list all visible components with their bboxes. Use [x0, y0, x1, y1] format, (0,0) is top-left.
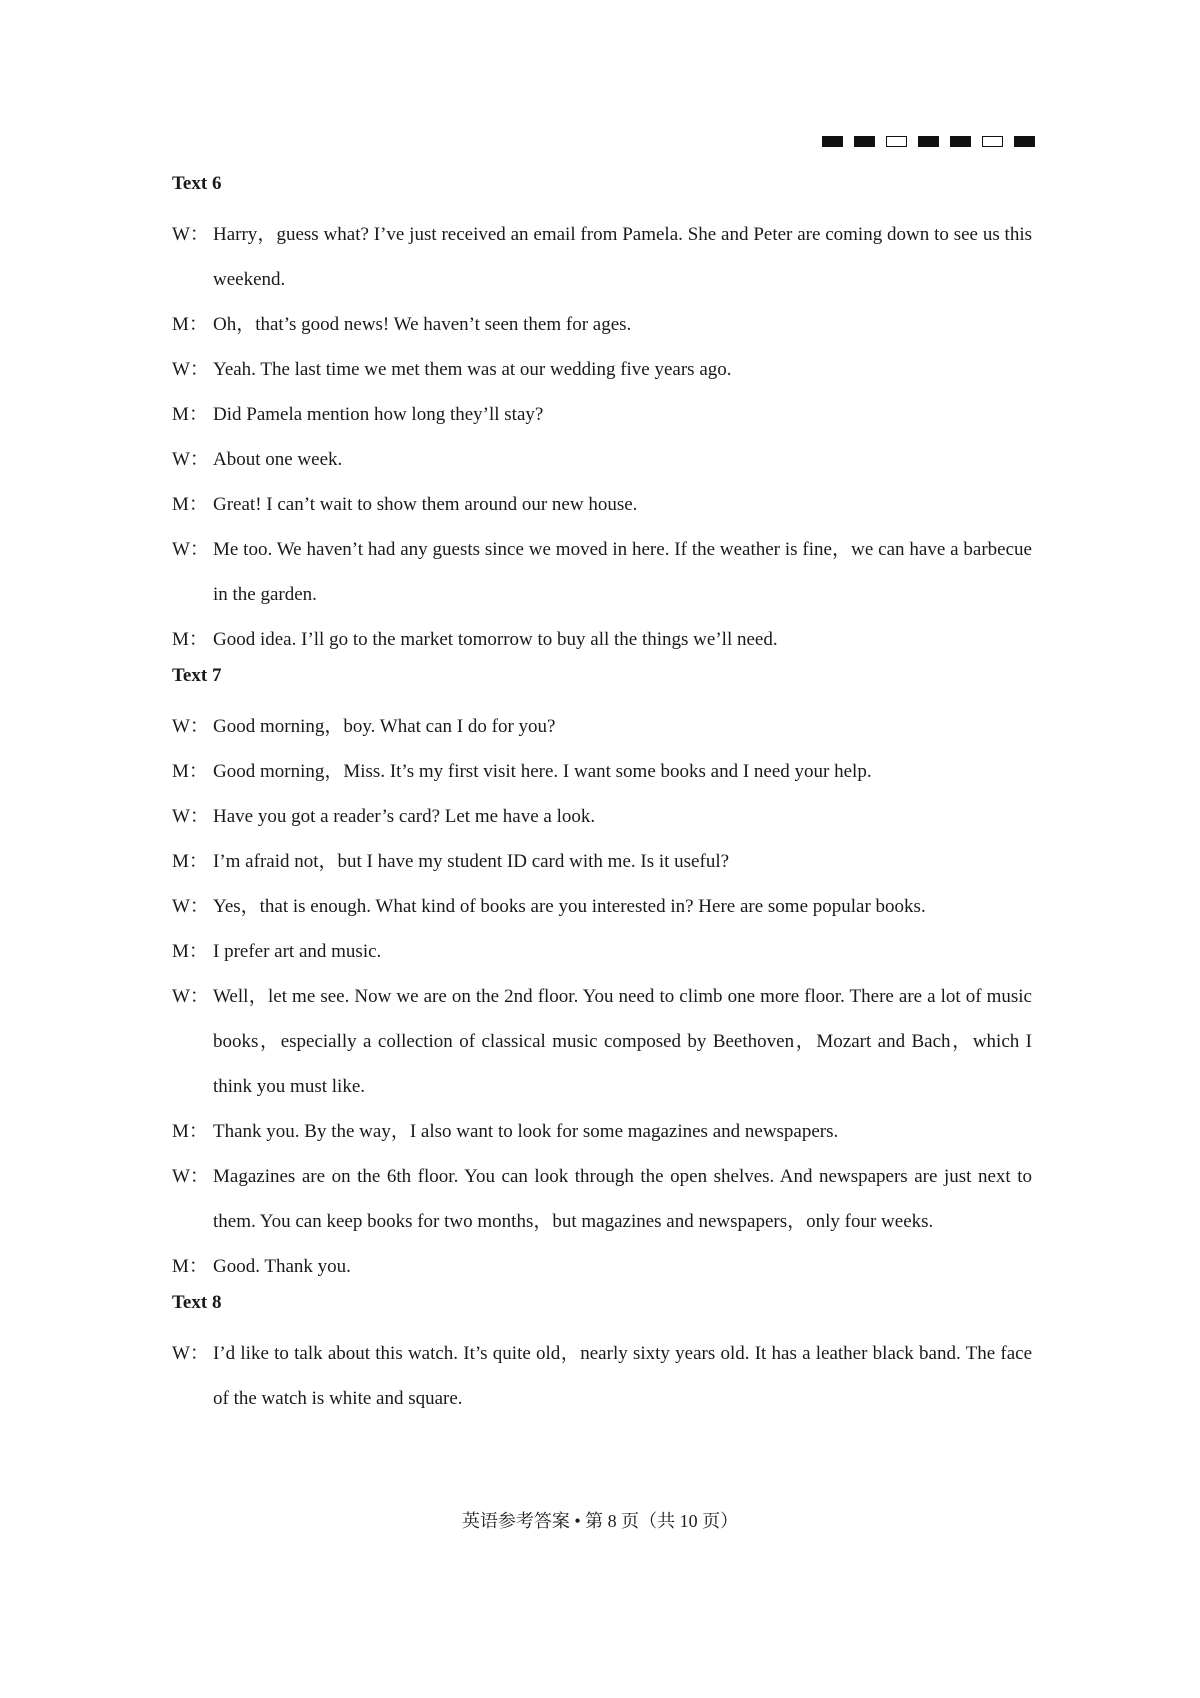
- dialogue-text: I’d like to talk about this watch. It’s quite old，nearly sixty years old. It has a leather black band. The face of the watch is white and square.: [213, 1343, 1032, 1409]
- section-title: Text 8: [172, 1292, 222, 1313]
- dialogue-line: [172, 884, 1032, 929]
- speaker-label: M：: [172, 314, 208, 335]
- speaker-label: W：: [172, 716, 209, 737]
- header-mark-filled: [918, 136, 939, 147]
- dialogue-text: Good idea. I’ll go to the market tomorrow to buy all the things we’ll need.: [213, 629, 778, 650]
- dialogue-line: [172, 302, 1032, 347]
- dialogue-text: Good morning，Miss. It’s my first visit here. I want some books and I need your help.: [213, 761, 872, 782]
- header-marks: [822, 136, 1035, 147]
- dialogue-line: [172, 1244, 1032, 1289]
- dialogue-line: [172, 704, 1032, 749]
- speaker-label: M：: [172, 1256, 208, 1277]
- dialogue-line: [172, 482, 1032, 527]
- dialogue-text: I’m afraid not，but I have my student ID card with me. Is it useful?: [213, 851, 730, 872]
- dialogue-text: Yeah. The last time we met them was at our wedding five years ago.: [213, 359, 732, 380]
- speaker-label: W：: [172, 806, 209, 827]
- speaker-label: W：: [172, 1343, 209, 1364]
- dialogue-line: [172, 212, 1032, 302]
- dialogue-text: About one week.: [213, 449, 343, 470]
- dialogue-text: Well，let me see. Now we are on the 2nd floor. You need to climb one more floor. There are a lot of music books，especially a collection of classical music composed by Beethoven，Mozart and Bach，which I think you must like.: [213, 986, 1032, 1097]
- header-mark-filled: [1014, 136, 1035, 147]
- dialogue-line: [172, 1109, 1032, 1154]
- dialogue-line: [172, 974, 1032, 1109]
- dialogue-text: Good. Thank you.: [213, 1256, 351, 1277]
- speaker-label: M：: [172, 1121, 208, 1142]
- section-title: Text 7: [172, 665, 222, 686]
- page-footer: 英语参考答案 • 第 8 页（共 10 页）: [461, 1511, 739, 1531]
- document-body: [172, 172, 1032, 1421]
- speaker-label: W：: [172, 986, 209, 1007]
- dialogue-text: Magazines are on the 6th floor. You can look through the open shelves. And newspapers are just next to them. You can keep books for two months，but magazines and newspapers，only four weeks.: [213, 1166, 1032, 1232]
- speaker-label: W：: [172, 359, 209, 380]
- dialogue-text: Harry，guess what? I’ve just received an email from Pamela. She and Peter are coming down to see us this weekend.: [213, 224, 1032, 290]
- dialogue-text: Oh，that’s good news! We haven’t seen them for ages.: [213, 314, 632, 335]
- dialogue-text: Me too. We haven’t had any guests since we moved in here. If the weather is fine，we can have a barbecue in the garden.: [213, 539, 1032, 605]
- speaker-label: M：: [172, 761, 208, 782]
- speaker-label: M：: [172, 494, 208, 515]
- speaker-label: W：: [172, 224, 209, 245]
- speaker-label: W：: [172, 896, 209, 917]
- dialogue-line: [172, 1331, 1032, 1421]
- dialogue-line: [172, 749, 1032, 794]
- dialogue-line: [172, 347, 1032, 392]
- header-mark-filled: [950, 136, 971, 147]
- dialogue-line: [172, 527, 1032, 617]
- speaker-label: M：: [172, 404, 208, 425]
- speaker-label: W：: [172, 1166, 209, 1187]
- speaker-label: M：: [172, 941, 208, 962]
- dialogue-line: [172, 839, 1032, 884]
- dialogue-text: Good morning，boy. What can I do for you?: [213, 716, 556, 737]
- dialogue-text: Thank you. By the way，I also want to look for some magazines and newspapers.: [213, 1121, 839, 1142]
- header-mark-empty: [886, 136, 907, 147]
- dialogue-line: [172, 794, 1032, 839]
- header-mark-filled: [854, 136, 875, 147]
- header-mark-empty: [982, 136, 1003, 147]
- dialogue-line: [172, 929, 1032, 974]
- section-title: Text 6: [172, 173, 222, 194]
- speaker-label: M：: [172, 629, 208, 650]
- dialogue-text: Yes，that is enough. What kind of books are you interested in? Here are some popular books.: [213, 896, 926, 917]
- speaker-label: W：: [172, 539, 209, 560]
- dialogue-text: I prefer art and music.: [213, 941, 382, 962]
- dialogue-text: Great! I can’t wait to show them around our new house.: [213, 494, 638, 515]
- dialogue-line: [172, 392, 1032, 437]
- dialogue-line: [172, 437, 1032, 482]
- dialogue-text: Have you got a reader’s card? Let me have a look.: [213, 806, 596, 827]
- header-mark-filled: [822, 136, 843, 147]
- speaker-label: M：: [172, 851, 208, 872]
- dialogue-line: [172, 617, 1032, 662]
- dialogue-text: Did Pamela mention how long they’ll stay?: [213, 404, 544, 425]
- speaker-label: W：: [172, 449, 209, 470]
- dialogue-line: [172, 1154, 1032, 1244]
